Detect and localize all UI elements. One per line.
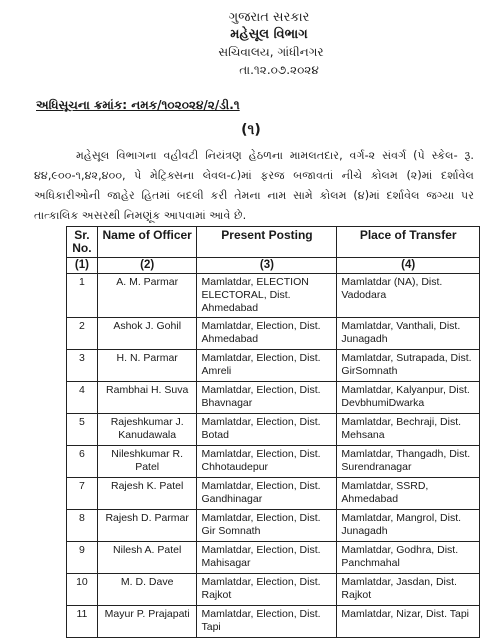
cell-sr: 6 xyxy=(67,446,98,478)
header-name-of-officer: Name of Officer xyxy=(97,227,197,258)
cell-present-posting: Mamlatdar, Election, Dist. Rajkot xyxy=(197,574,337,606)
cell-sr: 8 xyxy=(67,510,98,542)
table-row xyxy=(67,414,480,446)
table-row xyxy=(67,274,480,318)
transfer-table xyxy=(66,226,480,638)
cell-present-posting: Mamlatdar, Election, Dist. Chhotaudepur xyxy=(197,446,337,478)
cell-sr: 11 xyxy=(67,606,98,638)
cell-place-of-transfer: Mamlatdar, Mangrol, Dist. Junagadh xyxy=(337,510,480,542)
section-number: (૧) xyxy=(241,122,261,138)
cell-name: Ashok J. Gohil xyxy=(97,318,197,350)
cell-name: Rajeshkumar J. Kanudawala xyxy=(97,414,197,446)
cell-place-of-transfer: Mamlatdar, Kalyanpur, Dist. DevbhumiDwarka xyxy=(337,382,480,414)
cell-sr: 4 xyxy=(67,382,98,414)
column-number: (2) xyxy=(97,258,197,274)
document-date: તા.૧૨.૦૭.૨૦૨૪ xyxy=(239,63,319,77)
cell-sr: 2 xyxy=(67,318,98,350)
office-location: સચિવાલય, ગાંધીનગર xyxy=(218,45,324,59)
table-row xyxy=(67,574,480,606)
table-row xyxy=(67,606,480,638)
cell-place-of-transfer: Mamlatdar, Sutrapada, Dist. GirSomnath xyxy=(337,350,480,382)
cell-present-posting: Mamlatdar, Election, Dist. Gandhinagar xyxy=(197,478,337,510)
cell-sr: 10 xyxy=(67,574,98,606)
header-present-posting: Present Posting xyxy=(197,227,337,258)
table-row xyxy=(67,318,480,350)
cell-name: H. N. Parmar xyxy=(97,350,197,382)
order-paragraph xyxy=(34,146,474,226)
government-title: ગુજરાત સરકાર xyxy=(228,10,310,25)
table-row xyxy=(67,382,480,414)
cell-name: Mayur P. Prajapati xyxy=(97,606,197,638)
cell-present-posting: Mamlatdar, Election, Dist. Botad xyxy=(197,414,337,446)
table-row xyxy=(67,350,480,382)
cell-sr: 5 xyxy=(67,414,98,446)
cell-place-of-transfer: Mamlatdar (NA), Dist. Vadodara xyxy=(337,274,480,318)
table-row xyxy=(67,542,480,574)
column-number: (3) xyxy=(197,258,337,274)
table-row xyxy=(67,510,480,542)
department-title: મહેસૂલ વિભાગ xyxy=(230,27,308,42)
cell-present-posting: Mamlatdar, Election, Dist. Ahmedabad xyxy=(197,318,337,350)
cell-present-posting: Mamlatdar, Election, Dist. Amreli xyxy=(197,350,337,382)
cell-present-posting: Mamlatdar, Election, Dist. Gir Somnath xyxy=(197,510,337,542)
cell-name: Rajesh D. Parmar xyxy=(97,510,197,542)
cell-sr: 1 xyxy=(67,274,98,318)
cell-place-of-transfer: Mamlatdar, Bechraji, Dist. Mehsana xyxy=(337,414,480,446)
cell-place-of-transfer: Mamlatdar, Nizar, Dist. Tapi xyxy=(337,606,480,638)
cell-name: Rambhai H. Suva xyxy=(97,382,197,414)
column-number: (1) xyxy=(67,258,98,274)
column-number-row xyxy=(67,258,480,274)
cell-place-of-transfer: Mamlatdar, Godhra, Dist. Panchmahal xyxy=(337,542,480,574)
order-paragraph-text: મહેસૂલ વિભાગના વહીવટી નિયંત્રણ હેઠળના મામલતદાર, વર્ગ-૨ સંવર્ગ (પે સ્કેલ- રૂ. ૪૪,૯૦૦-૧,૪૨,૪૦૦, પે મેટ્રિક્સના લેવલ-૮)માં ફરજ બજાવતાં નીચે કોલમ (૨)માં દર્શાવેલ અધિકારીઓની જાહેર હિતમાં બદલી કરી તેમના નામ સામે કોલમ (૪)માં દર્શાવેલ જગ્યા પર તાત્કાલિક અસરથી નિમણૂંક આપવામાં આવે છે. xyxy=(34,149,474,222)
cell-name: Rajesh K. Patel xyxy=(97,478,197,510)
column-number: (4) xyxy=(337,258,480,274)
cell-name: Nileshkumar R. Patel xyxy=(97,446,197,478)
table-row xyxy=(67,478,480,510)
cell-name: Nilesh A. Patel xyxy=(97,542,197,574)
cell-sr: 3 xyxy=(67,350,98,382)
cell-place-of-transfer: Mamlatdar, Jasdan, Dist. Rajkot xyxy=(337,574,480,606)
cell-name: A. M. Parmar xyxy=(97,274,197,318)
table-row xyxy=(67,446,480,478)
cell-sr: 9 xyxy=(67,542,98,574)
cell-present-posting: Mamlatdar, Election, Dist. Tapi xyxy=(197,606,337,638)
cell-present-posting: Mamlatdar, Election, Dist. Mahisagar xyxy=(197,542,337,574)
cell-name: M. D. Dave xyxy=(97,574,197,606)
header-place-of-transfer: Place of Transfer xyxy=(337,227,480,258)
table-header-row xyxy=(67,227,480,258)
notification-number: અધિસૂચના ક્રમાંક: નમક/૧૦૨૦૨૪/૨/ડી.૧ xyxy=(36,98,240,112)
cell-place-of-transfer: Mamlatdar, SSRD, Ahmedabad xyxy=(337,478,480,510)
cell-sr: 7 xyxy=(67,478,98,510)
cell-present-posting: Mamlatdar, Election, Dist. Bhavnagar xyxy=(197,382,337,414)
cell-place-of-transfer: Mamlatdar, Thangadh, Dist. Surendranagar xyxy=(337,446,480,478)
cell-present-posting: Mamlatdar, ELECTION ELECTORAL, Dist. Ahmedabad xyxy=(197,274,337,318)
cell-place-of-transfer: Mamlatdar, Vanthali, Dist. Junagadh xyxy=(337,318,480,350)
header-sr-no: Sr. No. xyxy=(67,227,98,258)
